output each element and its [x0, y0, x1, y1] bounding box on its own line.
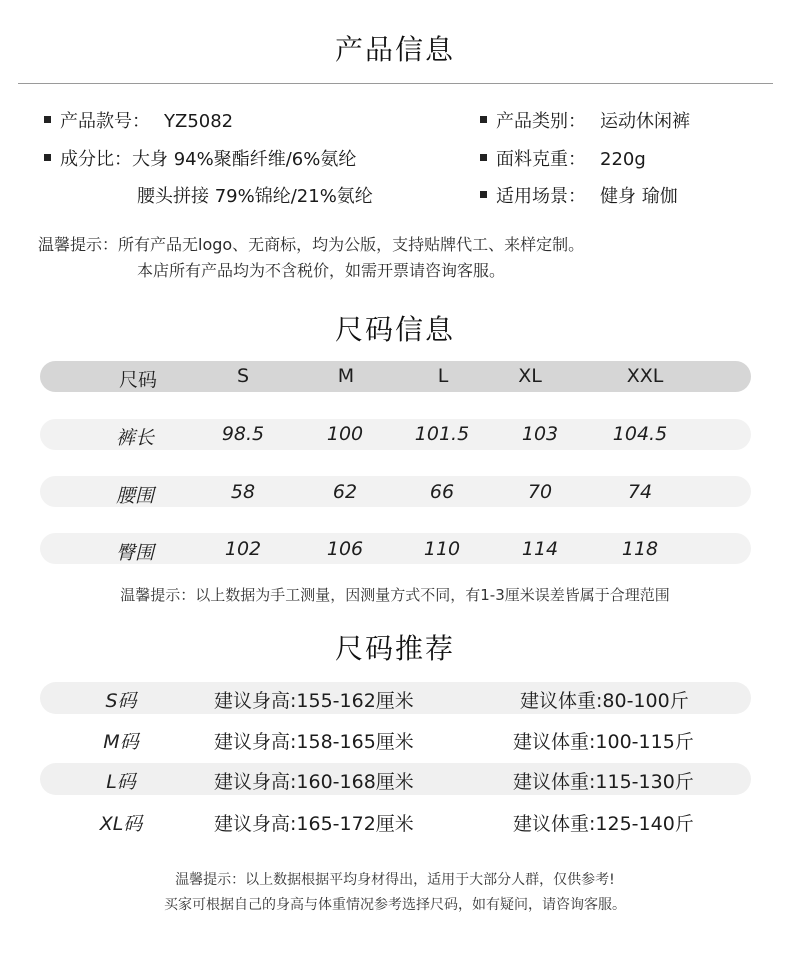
product-notice-line2: 本店所有产品均为不含税价，如需开票请咨询客服。 [137, 261, 506, 280]
info-label: 产品类别： [496, 111, 586, 132]
info-item-category [480, 107, 690, 133]
bullet-icon [480, 154, 487, 161]
info-value: 健身 瑜伽 [600, 186, 678, 207]
row-label-length: 裤长 [115, 427, 154, 449]
table-cell: 70 [527, 481, 553, 503]
title-divider [18, 83, 773, 84]
recommend-height: 建议身高:158-165厘米 [214, 731, 414, 753]
size-header-label: 尺码 [118, 369, 157, 391]
size-info-title: 尺码信息 [334, 313, 455, 346]
table-cell: 110 [423, 538, 461, 560]
recommend-size: L码 [106, 771, 136, 793]
size-recommend-title: 尺码推荐 [334, 632, 455, 665]
info-item-style-no [44, 107, 233, 133]
bullet-icon [44, 154, 51, 161]
info-item-scenario [480, 182, 678, 208]
size-header-xxl: XXL [626, 365, 664, 387]
row-label-waist: 腰围 [115, 485, 154, 507]
recommend-weight: 建议体重:125-140斤 [513, 813, 694, 835]
table-cell: 74 [627, 481, 653, 503]
recommend-height: 建议身高:160-168厘米 [214, 771, 414, 793]
table-cell: 100 [326, 423, 364, 445]
recommend-height: 建议身高:165-172厘米 [214, 813, 414, 835]
info-value: 大身 94%聚酯纤维/6%氨纶 [132, 149, 357, 170]
product-info-title: 产品信息 [334, 33, 455, 66]
recommend-weight: 建议体重:100-115斤 [513, 731, 694, 753]
info-value: 腰头拼接 79%锦纶/21%氨纶 [137, 186, 373, 207]
table-cell: 66 [429, 481, 455, 503]
recommend-size: M码 [103, 731, 139, 753]
bullet-icon [480, 116, 487, 123]
size-header-xl: XL [518, 365, 542, 387]
size-header-s: S [236, 365, 250, 387]
info-value: 运动休闲裤 [600, 111, 690, 132]
table-cell: 58 [230, 481, 256, 503]
table-cell: 62 [332, 481, 358, 503]
recommend-weight: 建议体重:80-100斤 [520, 690, 689, 712]
recommend-size: S码 [105, 690, 137, 712]
table-cell: 102 [224, 538, 262, 560]
product-notice-line1: 温馨提示：所有产品无logo、无商标，均为公版，支持贴牌代工、来样定制。 [38, 235, 585, 254]
info-label: 成分比： [60, 149, 132, 170]
table-cell: 101.5 [414, 423, 470, 445]
table-cell: 98.5 [221, 423, 265, 445]
info-value: YZ5082 [164, 111, 234, 132]
table-cell: 106 [326, 538, 364, 560]
recommend-note-line1: 温馨提示：以上数据根据平均身材得出，适用于大部分人群，仅供参考! [175, 872, 615, 888]
recommend-weight: 建议体重:115-130斤 [513, 771, 694, 793]
info-label: 产品款号： [60, 111, 150, 132]
size-header-m: M [337, 365, 355, 387]
bullet-icon [44, 116, 51, 123]
table-cell: 103 [521, 423, 559, 445]
recommend-height: 建议身高:155-162厘米 [214, 690, 414, 712]
size-measure-note: 温馨提示：以上数据为手工测量，因测量方式不同，有1-3厘米误差皆属于合理范围 [120, 586, 670, 604]
table-cell: 118 [621, 538, 659, 560]
table-cell: 104.5 [612, 423, 668, 445]
size-header-l: L [437, 365, 449, 387]
info-label: 面料克重： [496, 149, 586, 170]
info-item-composition [44, 145, 356, 171]
bullet-icon [480, 191, 487, 198]
recommend-size: XL码 [99, 813, 143, 835]
recommend-note-line2: 买家可根据自己的身高与体重情况参考选择尺码，如有疑问，请咨询客服。 [164, 897, 626, 913]
table-cell: 114 [521, 538, 559, 560]
info-item-fabric-weight [480, 145, 646, 171]
info-item-composition-waist [137, 182, 373, 208]
info-label: 适用场景： [496, 186, 586, 207]
info-value: 220g [600, 149, 646, 170]
row-label-hip: 臀围 [115, 542, 154, 564]
